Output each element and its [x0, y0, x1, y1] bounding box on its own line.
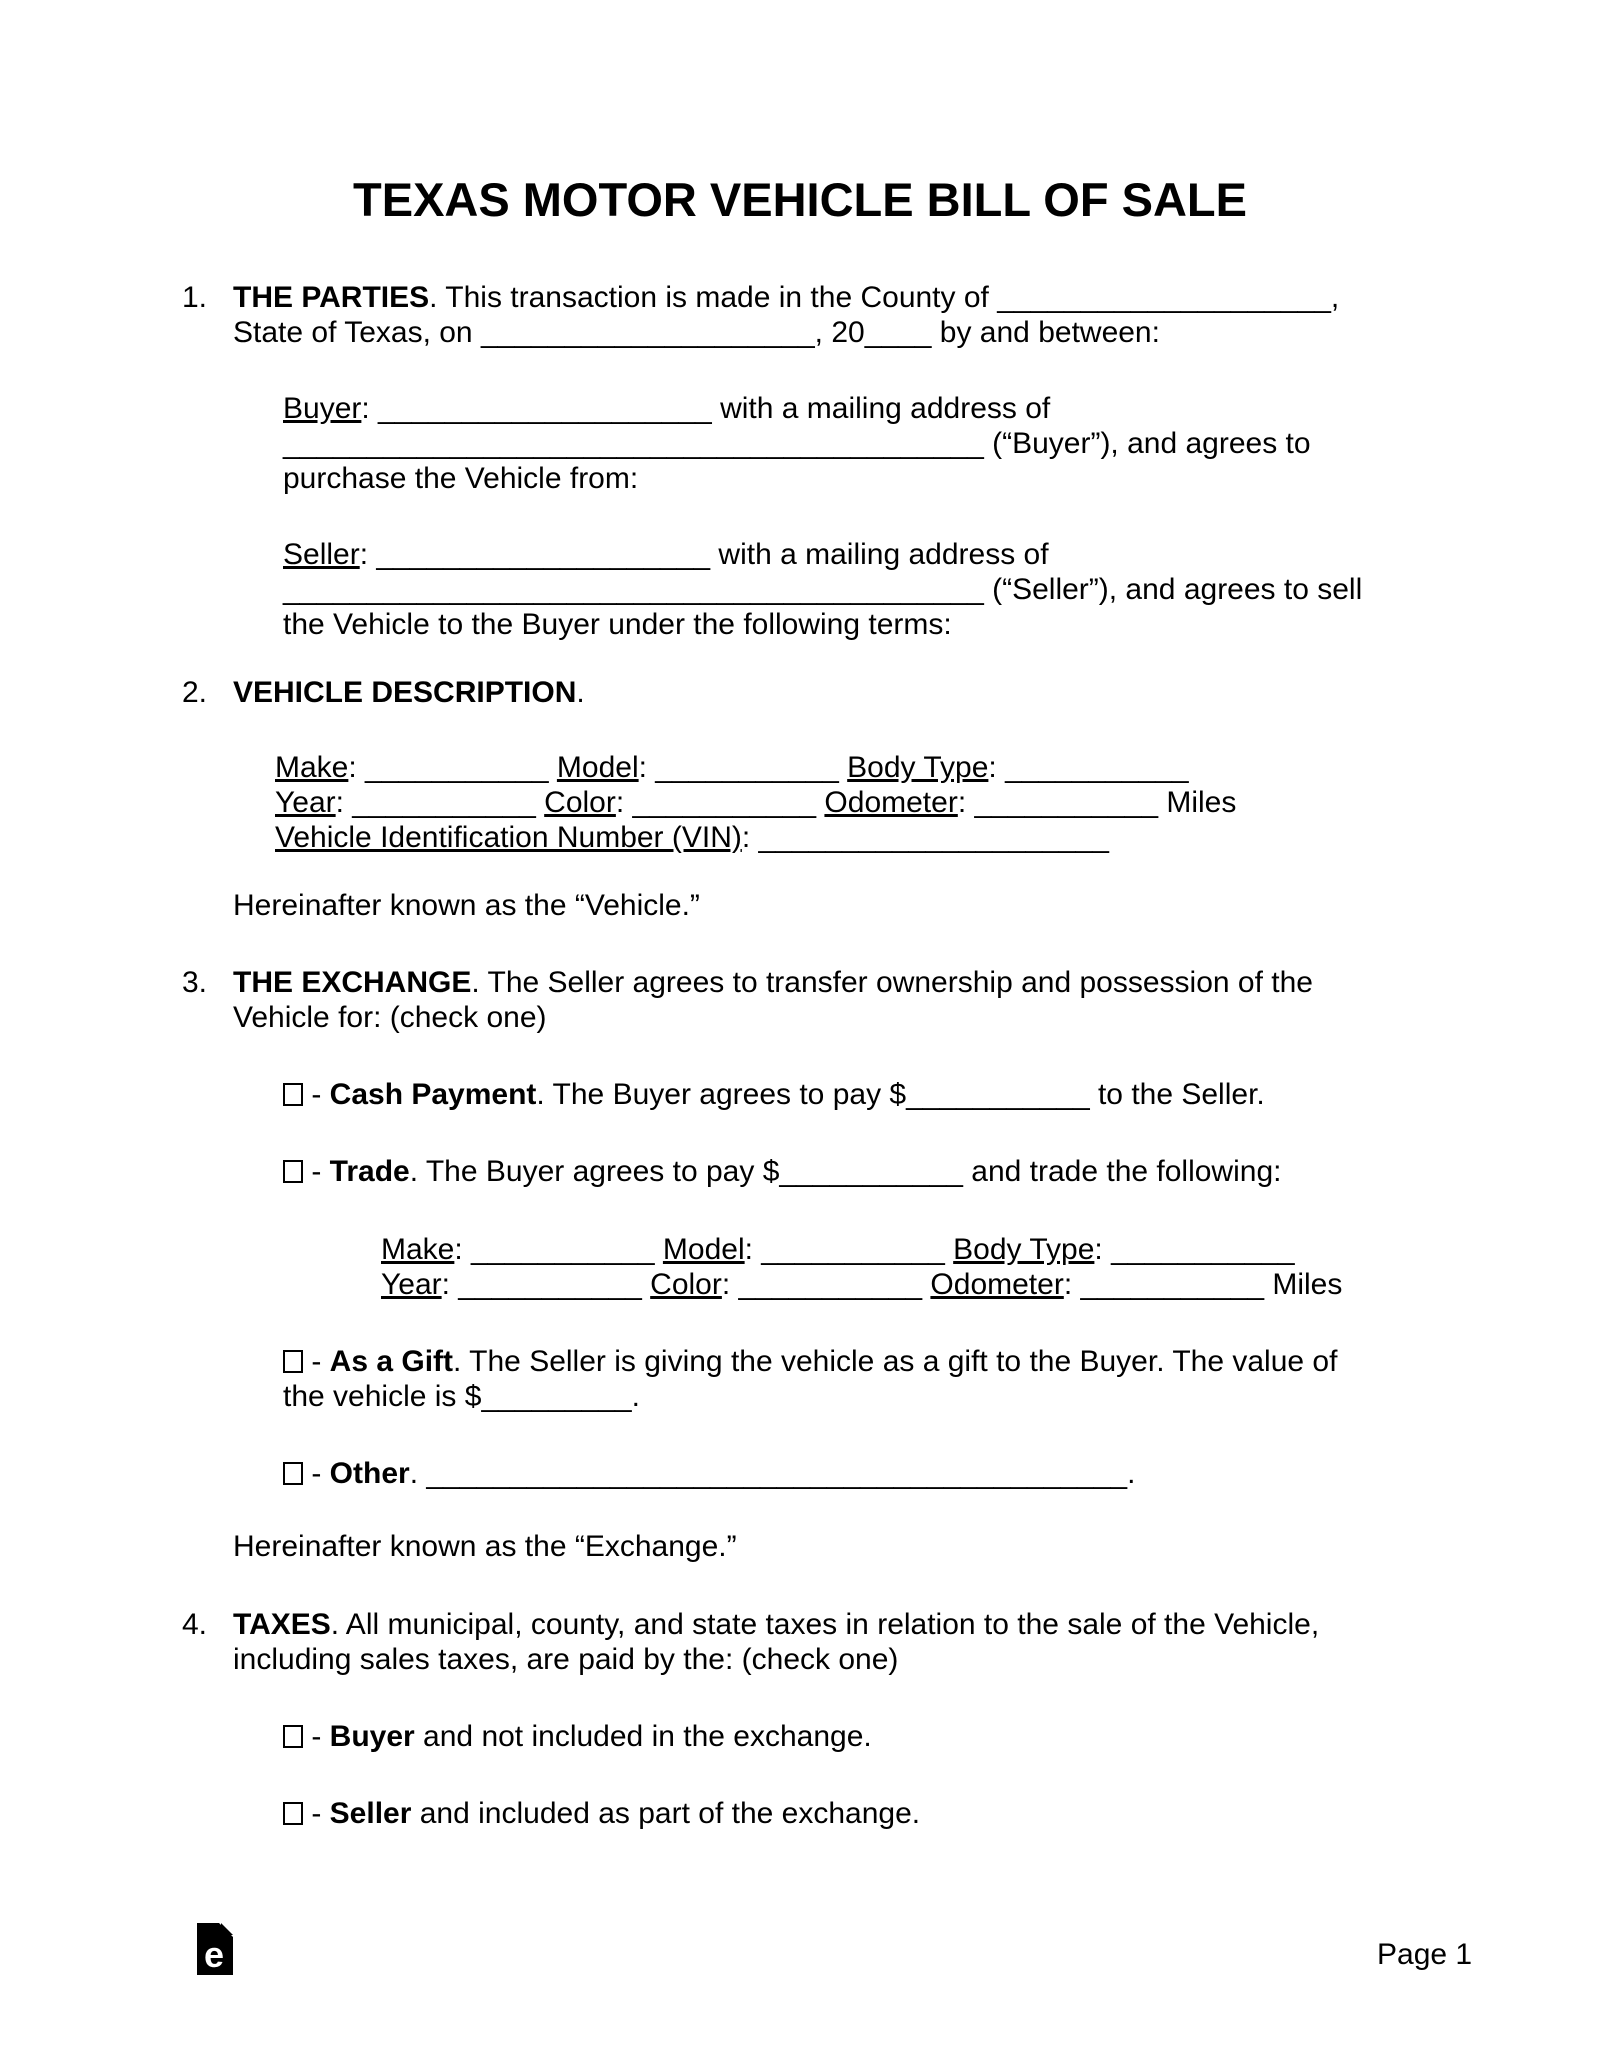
taxes-seller-checkbox[interactable] — [283, 1802, 303, 1825]
trade-body-type-blank[interactable]: ___________ — [1111, 1233, 1295, 1266]
buyer-address-blank[interactable]: __________________________________________ — [283, 427, 984, 460]
trade-year-blank[interactable]: ___________ — [458, 1268, 651, 1301]
color-blank[interactable]: ___________ — [632, 786, 825, 819]
taxes-seller-label: Seller — [329, 1797, 412, 1830]
other-checkbox[interactable] — [283, 1462, 303, 1485]
taxes-buyer-checkbox[interactable] — [283, 1725, 303, 1748]
buyer-line-3: purchase the Vehicle from: — [283, 462, 639, 495]
option-taxes-seller: - Seller and included as part of the exchange. — [283, 1796, 920, 1831]
trade-vehicle-fields — [381, 1232, 1342, 1302]
odometer-label: Odometer — [824, 786, 958, 819]
cash-amount-blank[interactable]: ___________ — [906, 1078, 1090, 1111]
buyer-label: Buyer — [283, 392, 362, 425]
color-label: Color — [544, 786, 616, 819]
county-blank[interactable]: ____________________ — [997, 281, 1331, 314]
seller-address-blank[interactable]: __________________________________________ — [283, 573, 984, 606]
cash-payment-checkbox[interactable] — [283, 1083, 303, 1106]
model-blank[interactable]: ___________ — [655, 751, 848, 784]
model-label: Model — [556, 751, 639, 784]
odometer-blank[interactable]: ___________ — [974, 786, 1167, 819]
section-parties — [182, 280, 1339, 350]
other-blank[interactable]: __________________________________________ — [426, 1457, 1128, 1490]
seller-line-3: the Vehicle to the Buyer under the following terms: — [283, 608, 952, 641]
trade-vehicle-row-1: Make: ___________ Model: ___________ Body Type: ___________ — [381, 1233, 1295, 1266]
color-label: Color — [650, 1268, 722, 1301]
buyer-line-2: __________________________________________ (“Buyer”), and agrees to — [283, 427, 1311, 460]
option-gift: - As a Gift. The Seller is giving the vehicle as a gift to the Buyer. The value of the vehicle is $_________. — [283, 1345, 1338, 1413]
vehicle-row-1: Make: ___________ Model: ___________ Body Type: ___________ — [275, 751, 1189, 784]
body-type-blank[interactable]: ___________ — [1005, 751, 1189, 784]
hereinafter-exchange: Hereinafter known as the “Exchange.” — [233, 1530, 737, 1563]
seller-line-2: __________________________________________ (“Seller”), and agrees to sell — [283, 573, 1363, 606]
option-taxes-buyer: - Buyer and not included in the exchange. — [283, 1719, 872, 1754]
vehicle-row-3: Vehicle Identification Number (VIN): _____________________ — [275, 821, 1109, 854]
eforms-logo-icon — [197, 1923, 233, 1975]
vin-label: Vehicle Identification Number (VIN) — [275, 821, 742, 854]
trade-label: Trade — [329, 1155, 410, 1188]
year-label: Year — [381, 1268, 442, 1301]
option-trade: - Trade. The Buyer agrees to pay $___________ and trade the following: — [283, 1154, 1281, 1189]
buyer-name-blank[interactable]: ____________________ — [378, 392, 712, 425]
year-blank[interactable]: ___________ — [352, 786, 545, 819]
cash-payment-label: Cash Payment — [329, 1078, 537, 1111]
parties-line-2: State of Texas, on ____________________, 20____ by and between: — [233, 316, 1160, 349]
date-blank[interactable]: ____________________ — [480, 316, 815, 349]
section-number: 1. — [182, 281, 208, 314]
make-label: Make — [381, 1233, 455, 1266]
option-other: - Other. __________________________________________. — [283, 1456, 1135, 1491]
year-blank[interactable]: ____ — [864, 316, 932, 349]
vehicle-fields — [275, 750, 1236, 855]
seller-line-1: Seller: ____________________ with a mailing address of — [283, 538, 1049, 571]
buyer-line-1: Buyer: ____________________ with a mailing address of — [283, 392, 1051, 425]
section-number: 3. — [182, 966, 208, 999]
page-number: Page 1 — [1377, 1938, 1473, 1971]
trade-checkbox[interactable] — [283, 1160, 303, 1183]
section-number: 2. — [182, 676, 208, 709]
section-heading: VEHICLE DESCRIPTION — [233, 676, 577, 709]
section-heading: THE EXCHANGE — [233, 966, 472, 999]
hereinafter-vehicle: Hereinafter known as the “Vehicle.” — [233, 889, 700, 922]
parties-line-1: 1. THE PARTIES. This transaction is made in the County of ____________________, — [182, 281, 1340, 314]
gift-checkbox[interactable] — [283, 1350, 303, 1373]
miles-label: Miles — [1166, 786, 1237, 819]
section-taxes: 4. TAXES. All municipal, county, and state taxes in relation to the sale of the Vehicle, including sales taxes, are paid by the: (check one) — [182, 1608, 1320, 1676]
year-label: Year — [275, 786, 336, 819]
section-exchange: 3. THE EXCHANGE. The Seller agrees to transfer ownership and possession of the Vehicle for: (check one) — [182, 966, 1313, 1034]
section-vehicle-description: 2. VEHICLE DESCRIPTION. — [182, 676, 585, 709]
other-label: Other — [329, 1457, 410, 1490]
body-type-label: Body Type — [953, 1233, 1095, 1266]
seller-name-blank[interactable]: ____________________ — [376, 538, 711, 571]
gift-value-blank[interactable]: _________ — [481, 1380, 632, 1413]
svg-text:e: e — [203, 1934, 225, 1975]
trade-model-blank[interactable]: ___________ — [761, 1233, 954, 1266]
odometer-label: Odometer — [930, 1268, 1064, 1301]
make-label: Make — [275, 751, 349, 784]
seller-label: Seller — [283, 538, 360, 571]
trade-amount-blank[interactable]: ___________ — [779, 1155, 963, 1188]
seller-paragraph — [283, 537, 1362, 642]
section-heading: TAXES — [233, 1608, 331, 1641]
trade-vehicle-row-2: Year: ___________ Color: ___________ Odometer: ___________ Miles — [381, 1268, 1343, 1301]
section-number: 4. — [182, 1608, 208, 1641]
option-cash-payment: - Cash Payment. The Buyer agrees to pay $___________ to the Seller. — [283, 1077, 1265, 1112]
page-title: TEXAS MOTOR VEHICLE BILL OF SALE — [353, 173, 1247, 226]
vin-blank[interactable]: _____________________ — [758, 821, 1109, 854]
gift-label: As a Gift — [329, 1345, 454, 1378]
trade-odometer-blank[interactable]: ___________ — [1080, 1268, 1273, 1301]
trade-color-blank[interactable]: ___________ — [738, 1268, 931, 1301]
model-label: Model — [662, 1233, 745, 1266]
taxes-buyer-label: Buyer — [329, 1720, 415, 1753]
body-type-label: Body Type — [847, 751, 989, 784]
trade-make-blank[interactable]: ___________ — [471, 1233, 663, 1266]
section-heading: THE PARTIES — [233, 281, 430, 314]
make-blank[interactable]: ___________ — [365, 751, 557, 784]
vehicle-row-2: Year: ___________ Color: ___________ Odometer: ___________ Miles — [275, 786, 1237, 819]
buyer-paragraph — [283, 391, 1311, 496]
miles-label: Miles — [1272, 1268, 1343, 1301]
